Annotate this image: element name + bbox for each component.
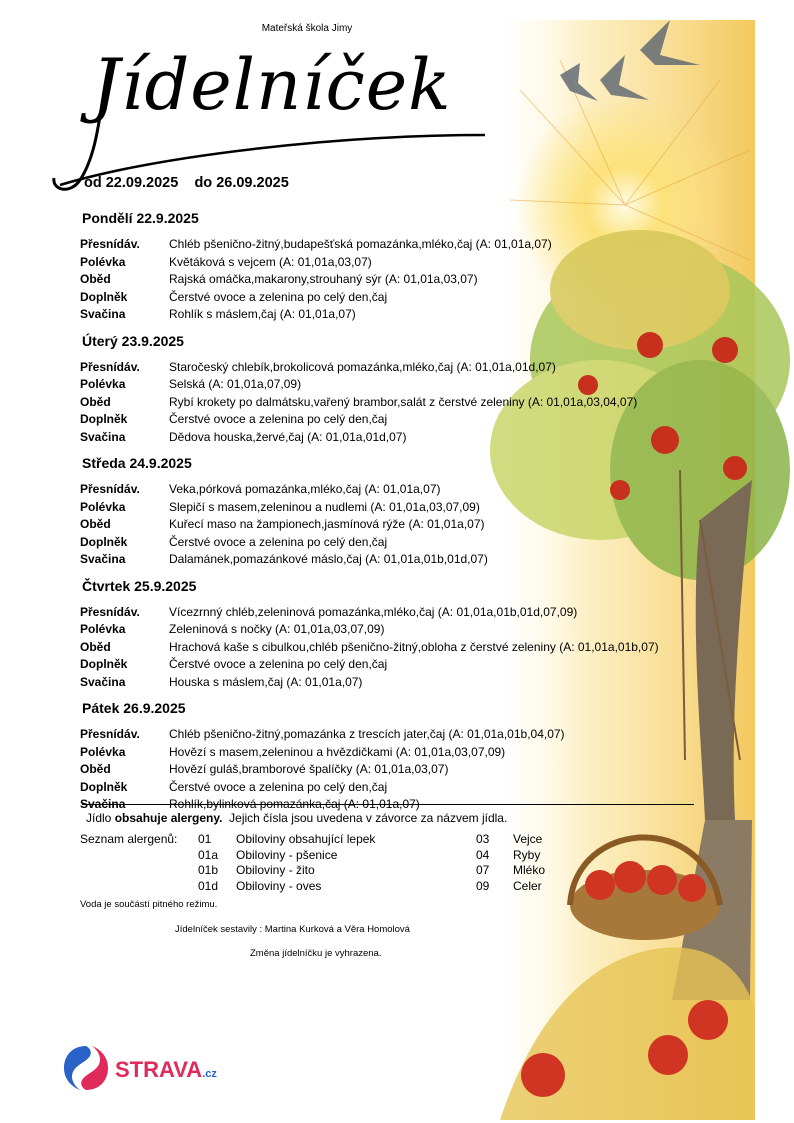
allergen-code: 04: [476, 847, 490, 862]
meal-row: [80, 516, 740, 534]
meal-label: Polévka: [80, 744, 126, 759]
meal-row: [80, 761, 740, 779]
allergen-list-label: Seznam alergenů:: [80, 832, 178, 846]
menu-title: Jídelníček: [92, 44, 452, 126]
allergen-name: Obiloviny - pšenice: [236, 847, 338, 862]
meal-text: Čerstvé ovoce a zelenina po celý den,čaj: [169, 289, 388, 304]
day-heading: Čtvrtek 25.9.2025: [82, 577, 197, 594]
divider-line: [82, 804, 694, 805]
change-note: Změna jídelníčku je vyhrazena.: [250, 948, 382, 959]
meal-row: [80, 306, 740, 324]
strava-logo: [60, 1040, 217, 1096]
meal-label: Doplněk: [80, 657, 128, 671]
week-period: [84, 175, 289, 191]
day-section: [80, 453, 740, 569]
meal-text: Rohlík s máslem,čaj (A: 01,01a,07): [169, 307, 356, 321]
allergen-note-bold: obsahuje alergeny.: [114, 811, 223, 825]
meal-row: [80, 481, 740, 499]
strava-logo-suffix: .cz: [202, 1068, 217, 1080]
authors-note: Jídelníček sestavily : Martina Kurková a Věra Homolová: [175, 924, 410, 935]
meal-text: Houska s máslem,čaj (A: 01,01a,07): [169, 674, 363, 689]
meal-text: Hrachová kaše s cibulkou,chléb pšenično-žitný,obloha z čerstvé zeleniny (A: 01,01a,01b,07): [169, 639, 659, 654]
meal-label: Přesnídáv.: [80, 359, 140, 374]
meal-label: Svačina: [80, 797, 126, 811]
meal-label: Svačina: [80, 307, 126, 321]
meal-text: Staročeský chlebík,brokolicová pomazánka,mléko,čaj (A: 01,01a,01d,07): [169, 359, 556, 374]
allergen-name: Obiloviny - žito: [236, 863, 315, 877]
meal-row: [80, 779, 740, 797]
strava-logo-name: STRAVA: [115, 1057, 203, 1082]
meal-label: Polévka: [80, 499, 126, 514]
meal-text: Květáková s vejcem (A: 01,01a,03,07): [169, 254, 372, 269]
meal-label: Oběd: [80, 762, 111, 776]
meal-text: Slepičí s masem,zeleninou a nudlemi (A: 01,01a,03,07,09): [169, 499, 480, 514]
allergen-code: 01: [198, 832, 212, 846]
meal-row: [80, 289, 740, 307]
meal-text: Čerstvé ovoce a zelenina po celý den,čaj: [169, 779, 388, 794]
meal-row: [80, 674, 740, 692]
meal-text: Hovězí guláš,bramborové špalíčky (A: 01,01a,03,07): [169, 762, 449, 776]
day-section: [80, 331, 740, 447]
date-from: od 22.09.2025: [84, 175, 179, 191]
meal-label: Oběd: [80, 517, 111, 531]
meal-text: Chléb pšenično-žitný,budapešťská pomazánka,mléko,čaj (A: 01,01a,07): [169, 237, 552, 251]
allergen-code: 01b: [198, 863, 219, 877]
strava-logo-icon: [60, 1040, 112, 1096]
allergen-name: Mléko: [513, 863, 546, 877]
meal-label: Oběd: [80, 272, 111, 286]
meal-row: [80, 271, 740, 289]
meal-text: Hovězí s masem,zeleninou a hvězdičkami (A: 01,01a,03,07,09): [169, 744, 506, 759]
meal-row: [80, 604, 740, 622]
meal-text: Dalamánek,pomazánkové máslo,čaj (A: 01,01a,01b,01d,07): [169, 552, 488, 566]
meal-text: Zeleninová s nočky (A: 01,01a,03,07,09): [169, 622, 385, 636]
meal-label: Svačina: [80, 674, 126, 689]
meal-text: Kuřecí maso na žampionech,jasmínová rýže (A: 01,01a,07): [169, 517, 485, 531]
meal-row: [80, 534, 740, 552]
meal-row: [80, 639, 740, 657]
allergen-code: 01d: [198, 878, 219, 893]
strava-logo-text: [115, 1057, 217, 1083]
allergen-name: Obiloviny - oves: [236, 878, 322, 893]
water-note: Voda je součástí pitného režimu.: [80, 899, 218, 910]
day-section: [80, 208, 740, 324]
day-heading: Pátek 26.9.2025: [82, 700, 186, 716]
meal-label: Přesnídáv.: [80, 727, 140, 741]
meal-text: Chléb pšenično-žitný,pomazánka z trescích jater,čaj (A: 01,01a,01b,04,07): [169, 727, 565, 741]
meal-row: [80, 376, 740, 394]
meal-label: Přesnídáv.: [80, 482, 140, 496]
allergen-code: 09: [476, 878, 490, 893]
meal-text: Čerstvé ovoce a zelenina po celý den,čaj: [169, 412, 388, 426]
meal-text: Čerstvé ovoce a zelenina po celý den,čaj: [169, 534, 388, 549]
meal-text: Rohlík,bylinková pomazánka,čaj (A: 01,01a,07): [169, 797, 420, 811]
meal-row: [80, 726, 740, 744]
meal-label: Přesnídáv.: [80, 237, 140, 251]
meal-row: [80, 394, 740, 412]
meal-label: Doplněk: [80, 534, 128, 549]
day-section: [80, 576, 740, 692]
allergen-name: Celer: [513, 878, 542, 893]
meal-text: Čerstvé ovoce a zelenina po celý den,čaj: [169, 657, 388, 671]
weekly-menu: [80, 208, 740, 821]
day-section: [80, 698, 740, 814]
meal-row: [80, 744, 740, 762]
meal-text: Dědova houska,žervé,čaj (A: 01,01a,01d,07): [169, 429, 407, 444]
allergen-code: 07: [476, 863, 490, 877]
allergen-name: Obiloviny obsahující lepek: [236, 832, 376, 846]
meal-row: [80, 551, 740, 569]
meal-label: Polévka: [80, 377, 126, 391]
meal-row: [80, 429, 740, 447]
meal-row: [80, 499, 740, 517]
meal-text: Selská (A: 01,01a,07,09): [169, 377, 302, 391]
meal-label: Polévka: [80, 622, 126, 636]
allergen-name: Vejce: [513, 832, 543, 846]
meal-row: [80, 621, 740, 639]
meal-label: Doplněk: [80, 779, 128, 794]
meal-row: [80, 359, 740, 377]
meal-label: Oběd: [80, 639, 111, 654]
meal-label: Přesnídáv.: [80, 604, 140, 619]
school-name: Mateřská škola Jimy: [261, 23, 353, 34]
meal-text: Vícezrnný chléb,zeleninová pomazánka,mléko,čaj (A: 01,01a,01b,01d,07,09): [169, 604, 578, 619]
meal-label: Doplněk: [80, 412, 128, 426]
meal-label: Doplněk: [80, 289, 128, 304]
meal-row: [80, 236, 740, 254]
allergen-note-suffix: Jejich čísla jsou uvedena v závorce za názvem jídla.: [222, 811, 508, 825]
meal-row: [80, 656, 740, 674]
allergen-code: 03: [476, 832, 490, 846]
allergen-note: [86, 811, 507, 825]
day-heading: Úterý 23.9.2025: [82, 332, 184, 349]
meal-label: Oběd: [80, 394, 111, 409]
meal-text: Veka,pórková pomazánka,mléko,čaj (A: 01,01a,07): [169, 482, 441, 496]
allergen-note-prefix: Jídlo: [86, 811, 115, 825]
meal-row: [80, 254, 740, 272]
allergen-name: Ryby: [513, 847, 541, 862]
meal-label: Svačina: [80, 429, 126, 444]
allergen-code: 01a: [198, 847, 219, 862]
date-to: do 26.09.2025: [194, 175, 289, 191]
meal-label: Svačina: [80, 552, 126, 566]
meal-row: [80, 411, 740, 429]
meal-text: Rajská omáčka,makarony,strouhaný sýr (A: 01,01a,03,07): [169, 272, 478, 286]
day-heading: Středa 24.9.2025: [82, 455, 192, 471]
meal-label: Polévka: [80, 254, 126, 269]
day-heading: Pondělí 22.9.2025: [82, 210, 199, 226]
meal-text: Rybí krokety po dalmátsku,vařený brambor,salát z čerstvé zeleniny (A: 01,01a,03,04,07): [169, 394, 638, 409]
